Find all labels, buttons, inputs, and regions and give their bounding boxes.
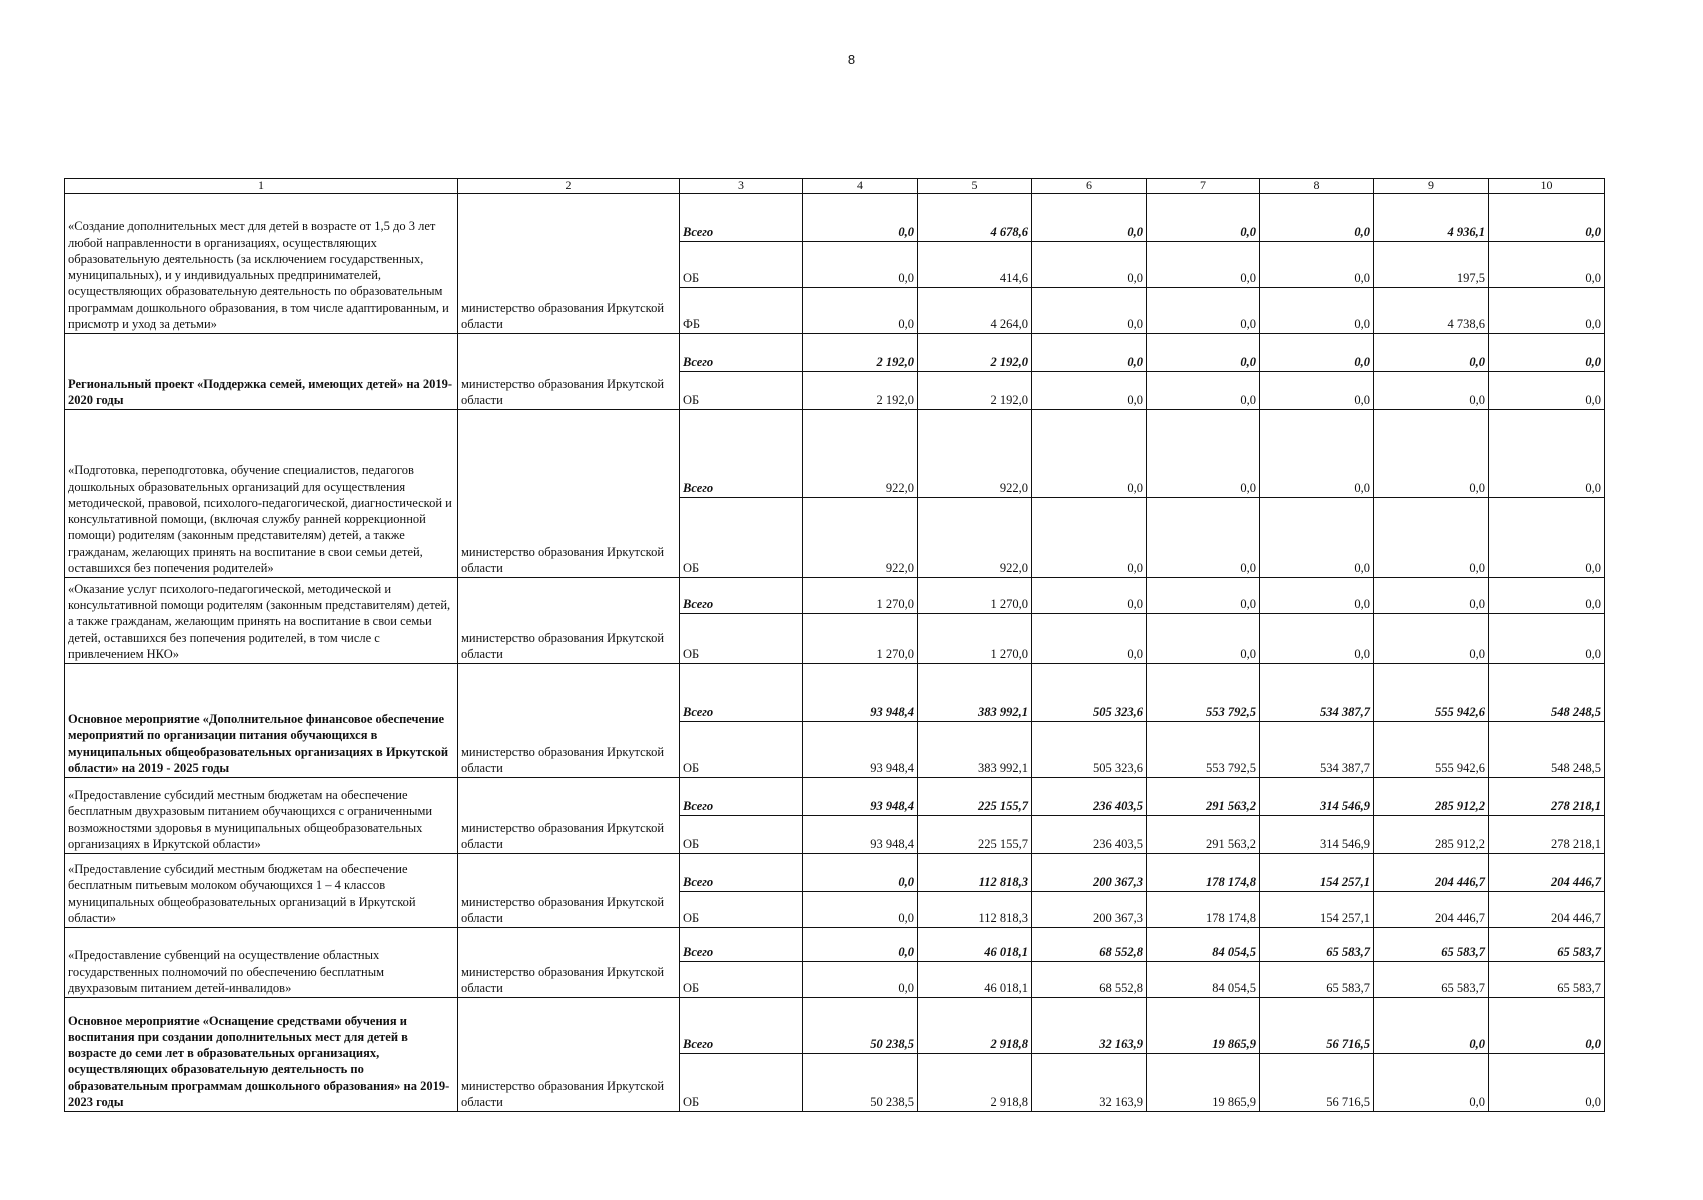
amount-col-7: 178 174,8 bbox=[1147, 854, 1260, 892]
column-number-9: 9 bbox=[1374, 179, 1489, 194]
amount-col-8: 0,0 bbox=[1260, 498, 1374, 578]
activity-name: «Предоставление субвенций на осуществление областных государственных полномочий по обеспечению бесплатным двухразовым питанием детей-инвалидов» bbox=[65, 928, 458, 998]
table-row bbox=[65, 928, 1605, 962]
amount-col-8: 0,0 bbox=[1260, 334, 1374, 372]
amount-col-4: 93 948,4 bbox=[803, 816, 918, 854]
budget-table bbox=[64, 178, 1605, 1112]
amount-col-5: 112 818,3 bbox=[918, 892, 1032, 928]
amount-col-8: 65 583,7 bbox=[1260, 928, 1374, 962]
amount-col-10: 278 218,1 bbox=[1489, 816, 1605, 854]
executor: министерство образования Иркутской области bbox=[458, 194, 680, 334]
amount-col-4: 1 270,0 bbox=[803, 614, 918, 664]
amount-col-10: 0,0 bbox=[1489, 578, 1605, 614]
amount-col-6: 68 552,8 bbox=[1032, 928, 1147, 962]
amount-col-10: 548 248,5 bbox=[1489, 722, 1605, 778]
amount-col-8: 314 546,9 bbox=[1260, 778, 1374, 816]
amount-col-5: 383 992,1 bbox=[918, 664, 1032, 722]
amount-col-10: 0,0 bbox=[1489, 614, 1605, 664]
amount-col-5: 1 270,0 bbox=[918, 614, 1032, 664]
amount-col-4: 2 192,0 bbox=[803, 372, 918, 410]
amount-col-4: 0,0 bbox=[803, 892, 918, 928]
funding-source: ОБ bbox=[680, 816, 803, 854]
amount-col-8: 154 257,1 bbox=[1260, 854, 1374, 892]
amount-col-7: 19 865,9 bbox=[1147, 1054, 1260, 1112]
amount-col-7: 0,0 bbox=[1147, 578, 1260, 614]
amount-col-4: 922,0 bbox=[803, 410, 918, 498]
column-number-4: 4 bbox=[803, 179, 918, 194]
table-row bbox=[65, 194, 1605, 242]
executor: министерство образования Иркутской области bbox=[458, 334, 680, 410]
funding-source: ФБ bbox=[680, 288, 803, 334]
amount-col-8: 154 257,1 bbox=[1260, 892, 1374, 928]
amount-col-10: 0,0 bbox=[1489, 410, 1605, 498]
amount-col-6: 0,0 bbox=[1032, 372, 1147, 410]
amount-col-8: 534 387,7 bbox=[1260, 664, 1374, 722]
amount-col-7: 178 174,8 bbox=[1147, 892, 1260, 928]
amount-col-6: 236 403,5 bbox=[1032, 816, 1147, 854]
amount-col-9: 555 942,6 bbox=[1374, 722, 1489, 778]
column-number-8: 8 bbox=[1260, 179, 1374, 194]
amount-col-5: 46 018,1 bbox=[918, 962, 1032, 998]
amount-col-10: 0,0 bbox=[1489, 334, 1605, 372]
column-number-3: 3 bbox=[680, 179, 803, 194]
amount-col-7: 291 563,2 bbox=[1147, 816, 1260, 854]
activity-name: «Подготовка, переподготовка, обучение специалистов, педагогов дошкольных образовательных организаций для осуществления методической, правовой, психолого-педагогической, диагностической и консультативной помощи, (включая службу ранней коррекционной помощи) родителям (законным представителям) детей, а также гражданам, желающих принять на воспитание в свои семьи детей, оставшихся без попечения родителей» bbox=[65, 410, 458, 578]
page-number: 8 bbox=[847, 52, 856, 67]
funding-source: Всего bbox=[680, 578, 803, 614]
amount-col-8: 0,0 bbox=[1260, 194, 1374, 242]
amount-col-4: 93 948,4 bbox=[803, 664, 918, 722]
amount-col-4: 0,0 bbox=[803, 242, 918, 288]
amount-col-8: 56 716,5 bbox=[1260, 998, 1374, 1054]
amount-col-8: 0,0 bbox=[1260, 372, 1374, 410]
amount-col-8: 65 583,7 bbox=[1260, 962, 1374, 998]
amount-col-5: 2 192,0 bbox=[918, 334, 1032, 372]
amount-col-5: 46 018,1 bbox=[918, 928, 1032, 962]
column-number-row bbox=[65, 179, 1605, 194]
amount-col-7: 19 865,9 bbox=[1147, 998, 1260, 1054]
amount-col-6: 0,0 bbox=[1032, 578, 1147, 614]
amount-col-6: 200 367,3 bbox=[1032, 892, 1147, 928]
amount-col-5: 922,0 bbox=[918, 410, 1032, 498]
amount-col-4: 93 948,4 bbox=[803, 722, 918, 778]
amount-col-10: 204 446,7 bbox=[1489, 854, 1605, 892]
funding-source: Всего bbox=[680, 410, 803, 498]
amount-col-4: 93 948,4 bbox=[803, 778, 918, 816]
amount-col-6: 32 163,9 bbox=[1032, 998, 1147, 1054]
amount-col-9: 0,0 bbox=[1374, 498, 1489, 578]
activity-name: «Предоставление субсидий местным бюджетам на обеспечение бесплатным двухразовым питанием обучающихся с ограниченными возможностями здоровья в муниципальных общеобразовательных организациях в Иркутской области» bbox=[65, 778, 458, 854]
amount-col-7: 0,0 bbox=[1147, 242, 1260, 288]
column-number-2: 2 bbox=[458, 179, 680, 194]
amount-col-9: 0,0 bbox=[1374, 998, 1489, 1054]
amount-col-5: 4 264,0 bbox=[918, 288, 1032, 334]
table-row bbox=[65, 664, 1605, 722]
amount-col-7: 0,0 bbox=[1147, 334, 1260, 372]
funding-source: Всего bbox=[680, 928, 803, 962]
amount-col-6: 236 403,5 bbox=[1032, 778, 1147, 816]
amount-col-10: 0,0 bbox=[1489, 372, 1605, 410]
amount-col-10: 204 446,7 bbox=[1489, 892, 1605, 928]
column-number-5: 5 bbox=[918, 179, 1032, 194]
amount-col-4: 1 270,0 bbox=[803, 578, 918, 614]
activity-name: «Оказание услуг психолого-педагогической, методической и консультативной помощи родителям (законным представителям) детей, а также гражданам, желающим принять на воспитание в свои семьи детей, оставшихся без попечения родителей, в том числе с привлечением НКО» bbox=[65, 578, 458, 664]
amount-col-7: 0,0 bbox=[1147, 498, 1260, 578]
amount-col-9: 65 583,7 bbox=[1374, 928, 1489, 962]
executor: министерство образования Иркутской области bbox=[458, 664, 680, 778]
amount-col-4: 0,0 bbox=[803, 194, 918, 242]
amount-col-9: 0,0 bbox=[1374, 1054, 1489, 1112]
amount-col-10: 278 218,1 bbox=[1489, 778, 1605, 816]
amount-col-8: 0,0 bbox=[1260, 242, 1374, 288]
amount-col-5: 2 918,8 bbox=[918, 998, 1032, 1054]
amount-col-9: 555 942,6 bbox=[1374, 664, 1489, 722]
amount-col-7: 0,0 bbox=[1147, 410, 1260, 498]
amount-col-5: 383 992,1 bbox=[918, 722, 1032, 778]
column-number-6: 6 bbox=[1032, 179, 1147, 194]
amount-col-5: 414,6 bbox=[918, 242, 1032, 288]
amount-col-5: 2 918,8 bbox=[918, 1054, 1032, 1112]
funding-source: ОБ bbox=[680, 962, 803, 998]
amount-col-5: 112 818,3 bbox=[918, 854, 1032, 892]
amount-col-4: 0,0 bbox=[803, 854, 918, 892]
amount-col-10: 0,0 bbox=[1489, 998, 1605, 1054]
amount-col-7: 84 054,5 bbox=[1147, 962, 1260, 998]
amount-col-10: 0,0 bbox=[1489, 194, 1605, 242]
amount-col-4: 50 238,5 bbox=[803, 998, 918, 1054]
table-row bbox=[65, 578, 1605, 614]
amount-col-4: 0,0 bbox=[803, 288, 918, 334]
amount-col-5: 225 155,7 bbox=[918, 778, 1032, 816]
amount-col-10: 65 583,7 bbox=[1489, 962, 1605, 998]
amount-col-6: 505 323,6 bbox=[1032, 722, 1147, 778]
amount-col-9: 285 912,2 bbox=[1374, 816, 1489, 854]
amount-col-9: 204 446,7 bbox=[1374, 892, 1489, 928]
funding-source: Всего bbox=[680, 854, 803, 892]
executor: министерство образования Иркутской области bbox=[458, 928, 680, 998]
amount-col-8: 0,0 bbox=[1260, 410, 1374, 498]
table-row bbox=[65, 854, 1605, 892]
activity-name: Основное мероприятие «Дополнительное финансовое обеспечение мероприятий по организации питания обучающихся в муниципальных общеобразовательных организациях в Иркутской области» на 2019 - 2025 годы bbox=[65, 664, 458, 778]
amount-col-9: 285 912,2 bbox=[1374, 778, 1489, 816]
amount-col-7: 291 563,2 bbox=[1147, 778, 1260, 816]
table-row bbox=[65, 334, 1605, 372]
amount-col-5: 4 678,6 bbox=[918, 194, 1032, 242]
amount-col-8: 0,0 bbox=[1260, 614, 1374, 664]
amount-col-5: 1 270,0 bbox=[918, 578, 1032, 614]
activity-name: «Предоставление субсидий местным бюджетам на обеспечение бесплатным питьевым молоком обучающихся 1 – 4 классов муниципальных общеобразовательных организаций в Иркутской области» bbox=[65, 854, 458, 928]
executor: министерство образования Иркутской области bbox=[458, 410, 680, 578]
funding-source: Всего bbox=[680, 334, 803, 372]
amount-col-4: 2 192,0 bbox=[803, 334, 918, 372]
table-row bbox=[65, 778, 1605, 816]
amount-col-9: 0,0 bbox=[1374, 410, 1489, 498]
amount-col-9: 0,0 bbox=[1374, 614, 1489, 664]
funding-source: ОБ bbox=[680, 722, 803, 778]
amount-col-6: 0,0 bbox=[1032, 410, 1147, 498]
amount-col-6: 200 367,3 bbox=[1032, 854, 1147, 892]
amount-col-7: 0,0 bbox=[1147, 194, 1260, 242]
amount-col-7: 84 054,5 bbox=[1147, 928, 1260, 962]
amount-col-4: 0,0 bbox=[803, 928, 918, 962]
amount-col-6: 0,0 bbox=[1032, 242, 1147, 288]
table-body bbox=[65, 194, 1605, 1112]
amount-col-10: 548 248,5 bbox=[1489, 664, 1605, 722]
amount-col-7: 0,0 bbox=[1147, 372, 1260, 410]
amount-col-9: 0,0 bbox=[1374, 334, 1489, 372]
amount-col-6: 505 323,6 bbox=[1032, 664, 1147, 722]
column-number-10: 10 bbox=[1489, 179, 1605, 194]
amount-col-9: 0,0 bbox=[1374, 578, 1489, 614]
amount-col-6: 0,0 bbox=[1032, 288, 1147, 334]
amount-col-7: 0,0 bbox=[1147, 288, 1260, 334]
amount-col-6: 0,0 bbox=[1032, 498, 1147, 578]
amount-col-10: 0,0 bbox=[1489, 1054, 1605, 1112]
column-number-7: 7 bbox=[1147, 179, 1260, 194]
amount-col-10: 65 583,7 bbox=[1489, 928, 1605, 962]
executor: министерство образования Иркутской области bbox=[458, 998, 680, 1112]
funding-source: ОБ bbox=[680, 242, 803, 288]
amount-col-6: 0,0 bbox=[1032, 194, 1147, 242]
executor: министерство образования Иркутской области bbox=[458, 778, 680, 854]
funding-source: ОБ bbox=[680, 1054, 803, 1112]
amount-col-9: 4 936,1 bbox=[1374, 194, 1489, 242]
amount-col-6: 32 163,9 bbox=[1032, 1054, 1147, 1112]
executor: министерство образования Иркутской области bbox=[458, 854, 680, 928]
amount-col-7: 553 792,5 bbox=[1147, 722, 1260, 778]
amount-col-7: 0,0 bbox=[1147, 614, 1260, 664]
amount-col-4: 50 238,5 bbox=[803, 1054, 918, 1112]
funding-source: Всего bbox=[680, 778, 803, 816]
amount-col-4: 922,0 bbox=[803, 498, 918, 578]
activity-name: Региональный проект «Поддержка семей, имеющих детей» на 2019-2020 годы bbox=[65, 334, 458, 410]
amount-col-4: 0,0 bbox=[803, 962, 918, 998]
amount-col-7: 553 792,5 bbox=[1147, 664, 1260, 722]
amount-col-6: 68 552,8 bbox=[1032, 962, 1147, 998]
amount-col-8: 534 387,7 bbox=[1260, 722, 1374, 778]
amount-col-8: 56 716,5 bbox=[1260, 1054, 1374, 1112]
executor: министерство образования Иркутской области bbox=[458, 578, 680, 664]
amount-col-6: 0,0 bbox=[1032, 334, 1147, 372]
funding-source: Всего bbox=[680, 998, 803, 1054]
amount-col-8: 314 546,9 bbox=[1260, 816, 1374, 854]
funding-source: ОБ bbox=[680, 498, 803, 578]
amount-col-5: 2 192,0 bbox=[918, 372, 1032, 410]
amount-col-9: 204 446,7 bbox=[1374, 854, 1489, 892]
amount-col-10: 0,0 bbox=[1489, 498, 1605, 578]
activity-name: Основное мероприятие «Оснащение средствами обучения и воспитания при создании дополнительных мест для детей в возрасте до семи лет в образовательных организациях, осуществляющих образовательную деятельность по образовательным программам дошкольного образования» на 2019-2023 годы bbox=[65, 998, 458, 1112]
table-row bbox=[65, 998, 1605, 1054]
column-number-1: 1 bbox=[65, 179, 458, 194]
amount-col-8: 0,0 bbox=[1260, 288, 1374, 334]
funding-source: ОБ bbox=[680, 614, 803, 664]
amount-col-9: 0,0 bbox=[1374, 372, 1489, 410]
amount-col-5: 225 155,7 bbox=[918, 816, 1032, 854]
amount-col-9: 4 738,6 bbox=[1374, 288, 1489, 334]
amount-col-9: 65 583,7 bbox=[1374, 962, 1489, 998]
activity-name: «Создание дополнительных мест для детей в возрасте от 1,5 до 3 лет любой направленности в организациях, осуществляющих образовательную деятельность (за исключением государственных, муниципальных), и у индивидуальных предпринимателей, осуществляющих образовательную деятельность по образовательным программам дошкольного образования, в том числе адаптированным, и присмотр и уход за детьми» bbox=[65, 194, 458, 334]
amount-col-6: 0,0 bbox=[1032, 614, 1147, 664]
amount-col-10: 0,0 bbox=[1489, 288, 1605, 334]
amount-col-5: 922,0 bbox=[918, 498, 1032, 578]
amount-col-10: 0,0 bbox=[1489, 242, 1605, 288]
funding-source: Всего bbox=[680, 664, 803, 722]
amount-col-8: 0,0 bbox=[1260, 578, 1374, 614]
funding-source: Всего bbox=[680, 194, 803, 242]
table-row bbox=[65, 410, 1605, 498]
funding-source: ОБ bbox=[680, 892, 803, 928]
funding-source: ОБ bbox=[680, 372, 803, 410]
amount-col-9: 197,5 bbox=[1374, 242, 1489, 288]
